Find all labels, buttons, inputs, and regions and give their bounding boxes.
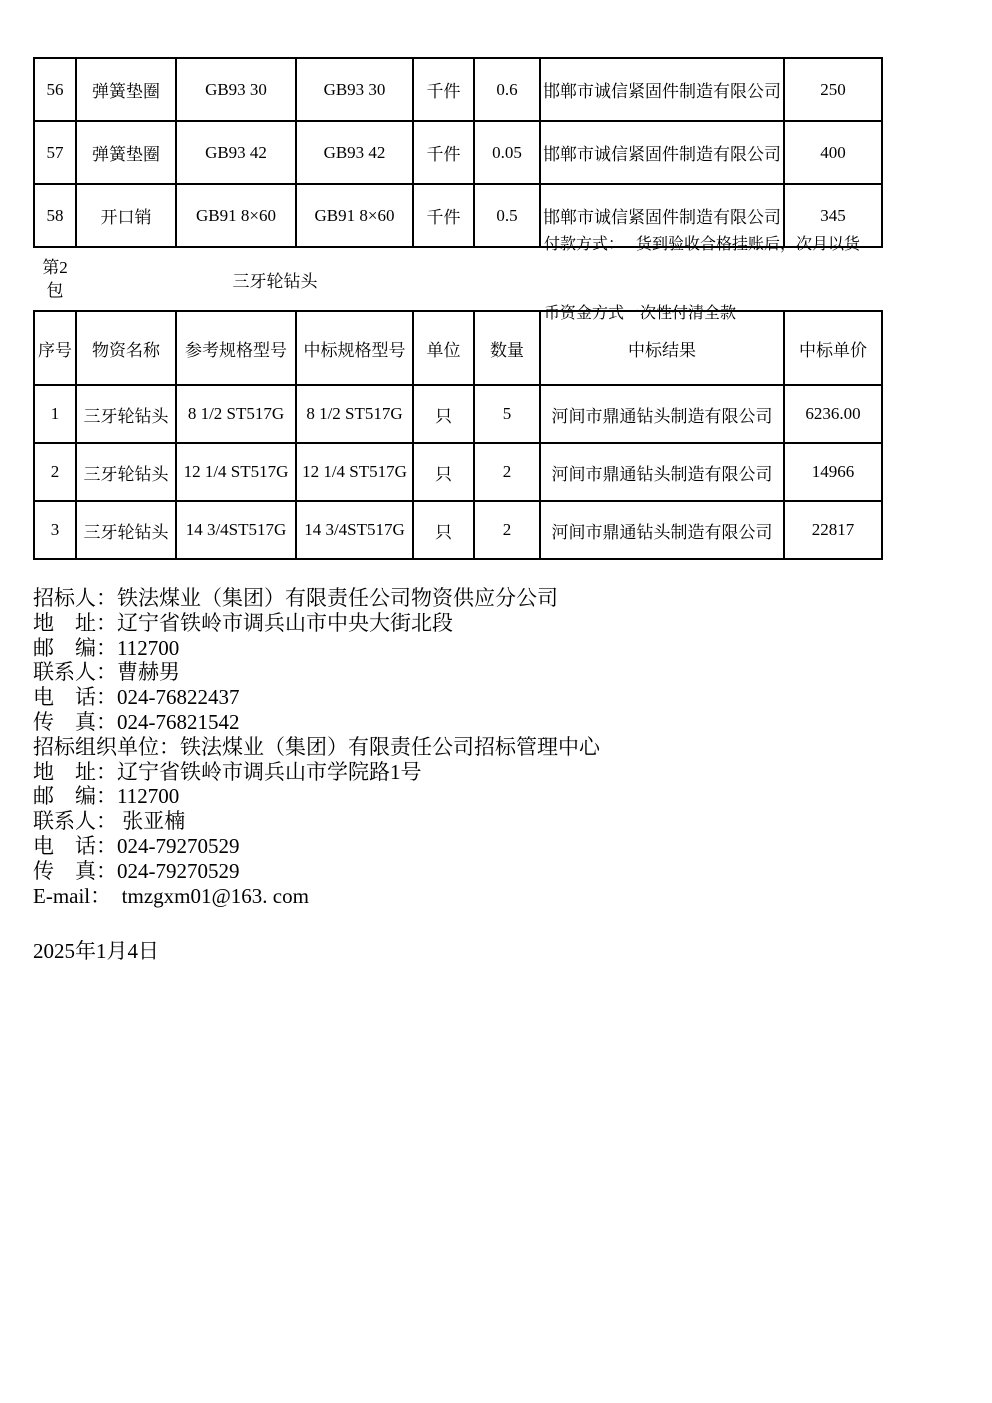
table-cell: 58	[34, 184, 76, 247]
table-cell: 22817	[784, 501, 882, 559]
column-header: 参考规格型号	[176, 311, 296, 385]
contact-line: 传 真：024-79270529	[33, 858, 240, 883]
table-cell: 三牙轮钻头	[76, 443, 176, 501]
table-cell: GB91 8×60	[176, 184, 296, 247]
table-cell: 弹簧垫圈	[76, 121, 176, 184]
table-cell: 5	[474, 385, 540, 443]
table-row	[34, 501, 882, 559]
contact-line: 传 真：024-76821542	[33, 709, 240, 734]
table-cell: 2	[34, 443, 76, 501]
table-cell: 345	[784, 184, 882, 247]
table-cell: 12 1/4 ST517G	[296, 443, 413, 501]
table-cell: 12 1/4 ST517G	[176, 443, 296, 501]
table-cell: 邯郸市诚信紧固件制造有限公司	[540, 121, 784, 184]
table-row	[34, 121, 882, 184]
table-cell: 0.05	[474, 121, 540, 184]
contact-line: 联系人： 张亚楠	[33, 809, 186, 834]
table-cell: 56	[34, 58, 76, 121]
column-header: 中标结果	[540, 311, 784, 385]
table-row	[34, 58, 882, 121]
table-cell: 3	[34, 501, 76, 559]
table-cell: 三牙轮钻头	[76, 501, 176, 559]
table-cell: GB91 8×60	[296, 184, 413, 247]
contact-line: 电 话：024-79270529	[33, 833, 240, 858]
table-cell: 250	[784, 58, 882, 121]
contact-line: 地 址：辽宁省铁岭市调兵山市学院路1号	[33, 759, 422, 784]
column-header: 数量	[474, 311, 540, 385]
payment-terms-line: 币资金方式一次性付清全款	[544, 305, 737, 322]
table-cell: 弹簧垫圈	[76, 58, 176, 121]
table-cell: 只	[413, 385, 474, 443]
table-row	[34, 385, 882, 443]
table-cell: 0.5	[474, 184, 540, 247]
table-row	[34, 443, 882, 501]
table-cell: 邯郸市诚信紧固件制造有限公司	[540, 58, 784, 121]
table-cell: 千件	[413, 58, 474, 121]
contact-line: 邮 编：112700	[33, 784, 180, 809]
column-header: 中标单价	[784, 311, 882, 385]
table-cell: GB93 30	[296, 58, 413, 121]
table-cell: 河间市鼎通钻头制造有限公司	[540, 443, 784, 501]
contact-info	[33, 586, 992, 908]
contact-line: 招标人：铁法煤业（集团）有限责任公司物资供应分公司	[33, 586, 558, 610]
table-cell: 8 1/2 ST517G	[176, 385, 296, 443]
table-cell: GB93 30	[176, 58, 296, 121]
table-cell: GB93 42	[296, 121, 413, 184]
table-cell: 14 3/4ST517G	[296, 501, 413, 559]
column-header: 序号	[34, 311, 76, 385]
table-cell: 0.6	[474, 58, 540, 121]
contact-line: 电 话：024-76822437	[33, 685, 240, 710]
table-cell: 只	[413, 501, 474, 559]
table-cell: 8 1/2 ST517G	[296, 385, 413, 443]
table-cell: 千件	[413, 121, 474, 184]
package-2-section-header	[33, 236, 883, 322]
table-cell: 14 3/4ST517G	[176, 501, 296, 559]
contact-line: 招标组织单位：铁法煤业（集团）有限责任公司招标管理中心	[33, 734, 600, 759]
column-header: 单位	[413, 311, 474, 385]
column-header: 物资名称	[76, 311, 176, 385]
table-cell: GB93 42	[176, 121, 296, 184]
table-cell: 57	[34, 121, 76, 184]
table-cell: 河间市鼎通钻头制造有限公司	[540, 385, 784, 443]
contact-line: E-mail： tmzgxm01@163. com	[33, 883, 309, 908]
payment-terms-line: 付款方式： 货到验收合格挂账后，次月以货	[544, 236, 861, 253]
package-name: 三牙轮钻头	[232, 271, 318, 291]
table-cell: 河间市鼎通钻头制造有限公司	[540, 501, 784, 559]
table-cell: 三牙轮钻头	[76, 385, 176, 443]
table-cell: 1	[34, 385, 76, 443]
document-date: 2025年1月4日	[33, 939, 159, 964]
table-cell: 只	[413, 443, 474, 501]
table-cell: 2	[474, 443, 540, 501]
table-cell: 千件	[413, 184, 474, 247]
table-cell: 6236.00	[784, 385, 882, 443]
package-label: 第2包	[42, 258, 68, 300]
contact-line: 地 址：辽宁省铁岭市调兵山市中央大街北段	[33, 610, 453, 635]
contact-line: 联系人：曹赫男	[33, 660, 180, 685]
column-header: 中标规格型号	[296, 311, 413, 385]
table-cell: 邯郸市诚信紧固件制造有限公司	[540, 184, 784, 247]
contact-line: 邮 编：112700	[33, 635, 180, 660]
table-cell: 开口销	[76, 184, 176, 247]
table-cell: 400	[784, 121, 882, 184]
table-cell: 14966	[784, 443, 882, 501]
table-cell: 2	[474, 501, 540, 559]
